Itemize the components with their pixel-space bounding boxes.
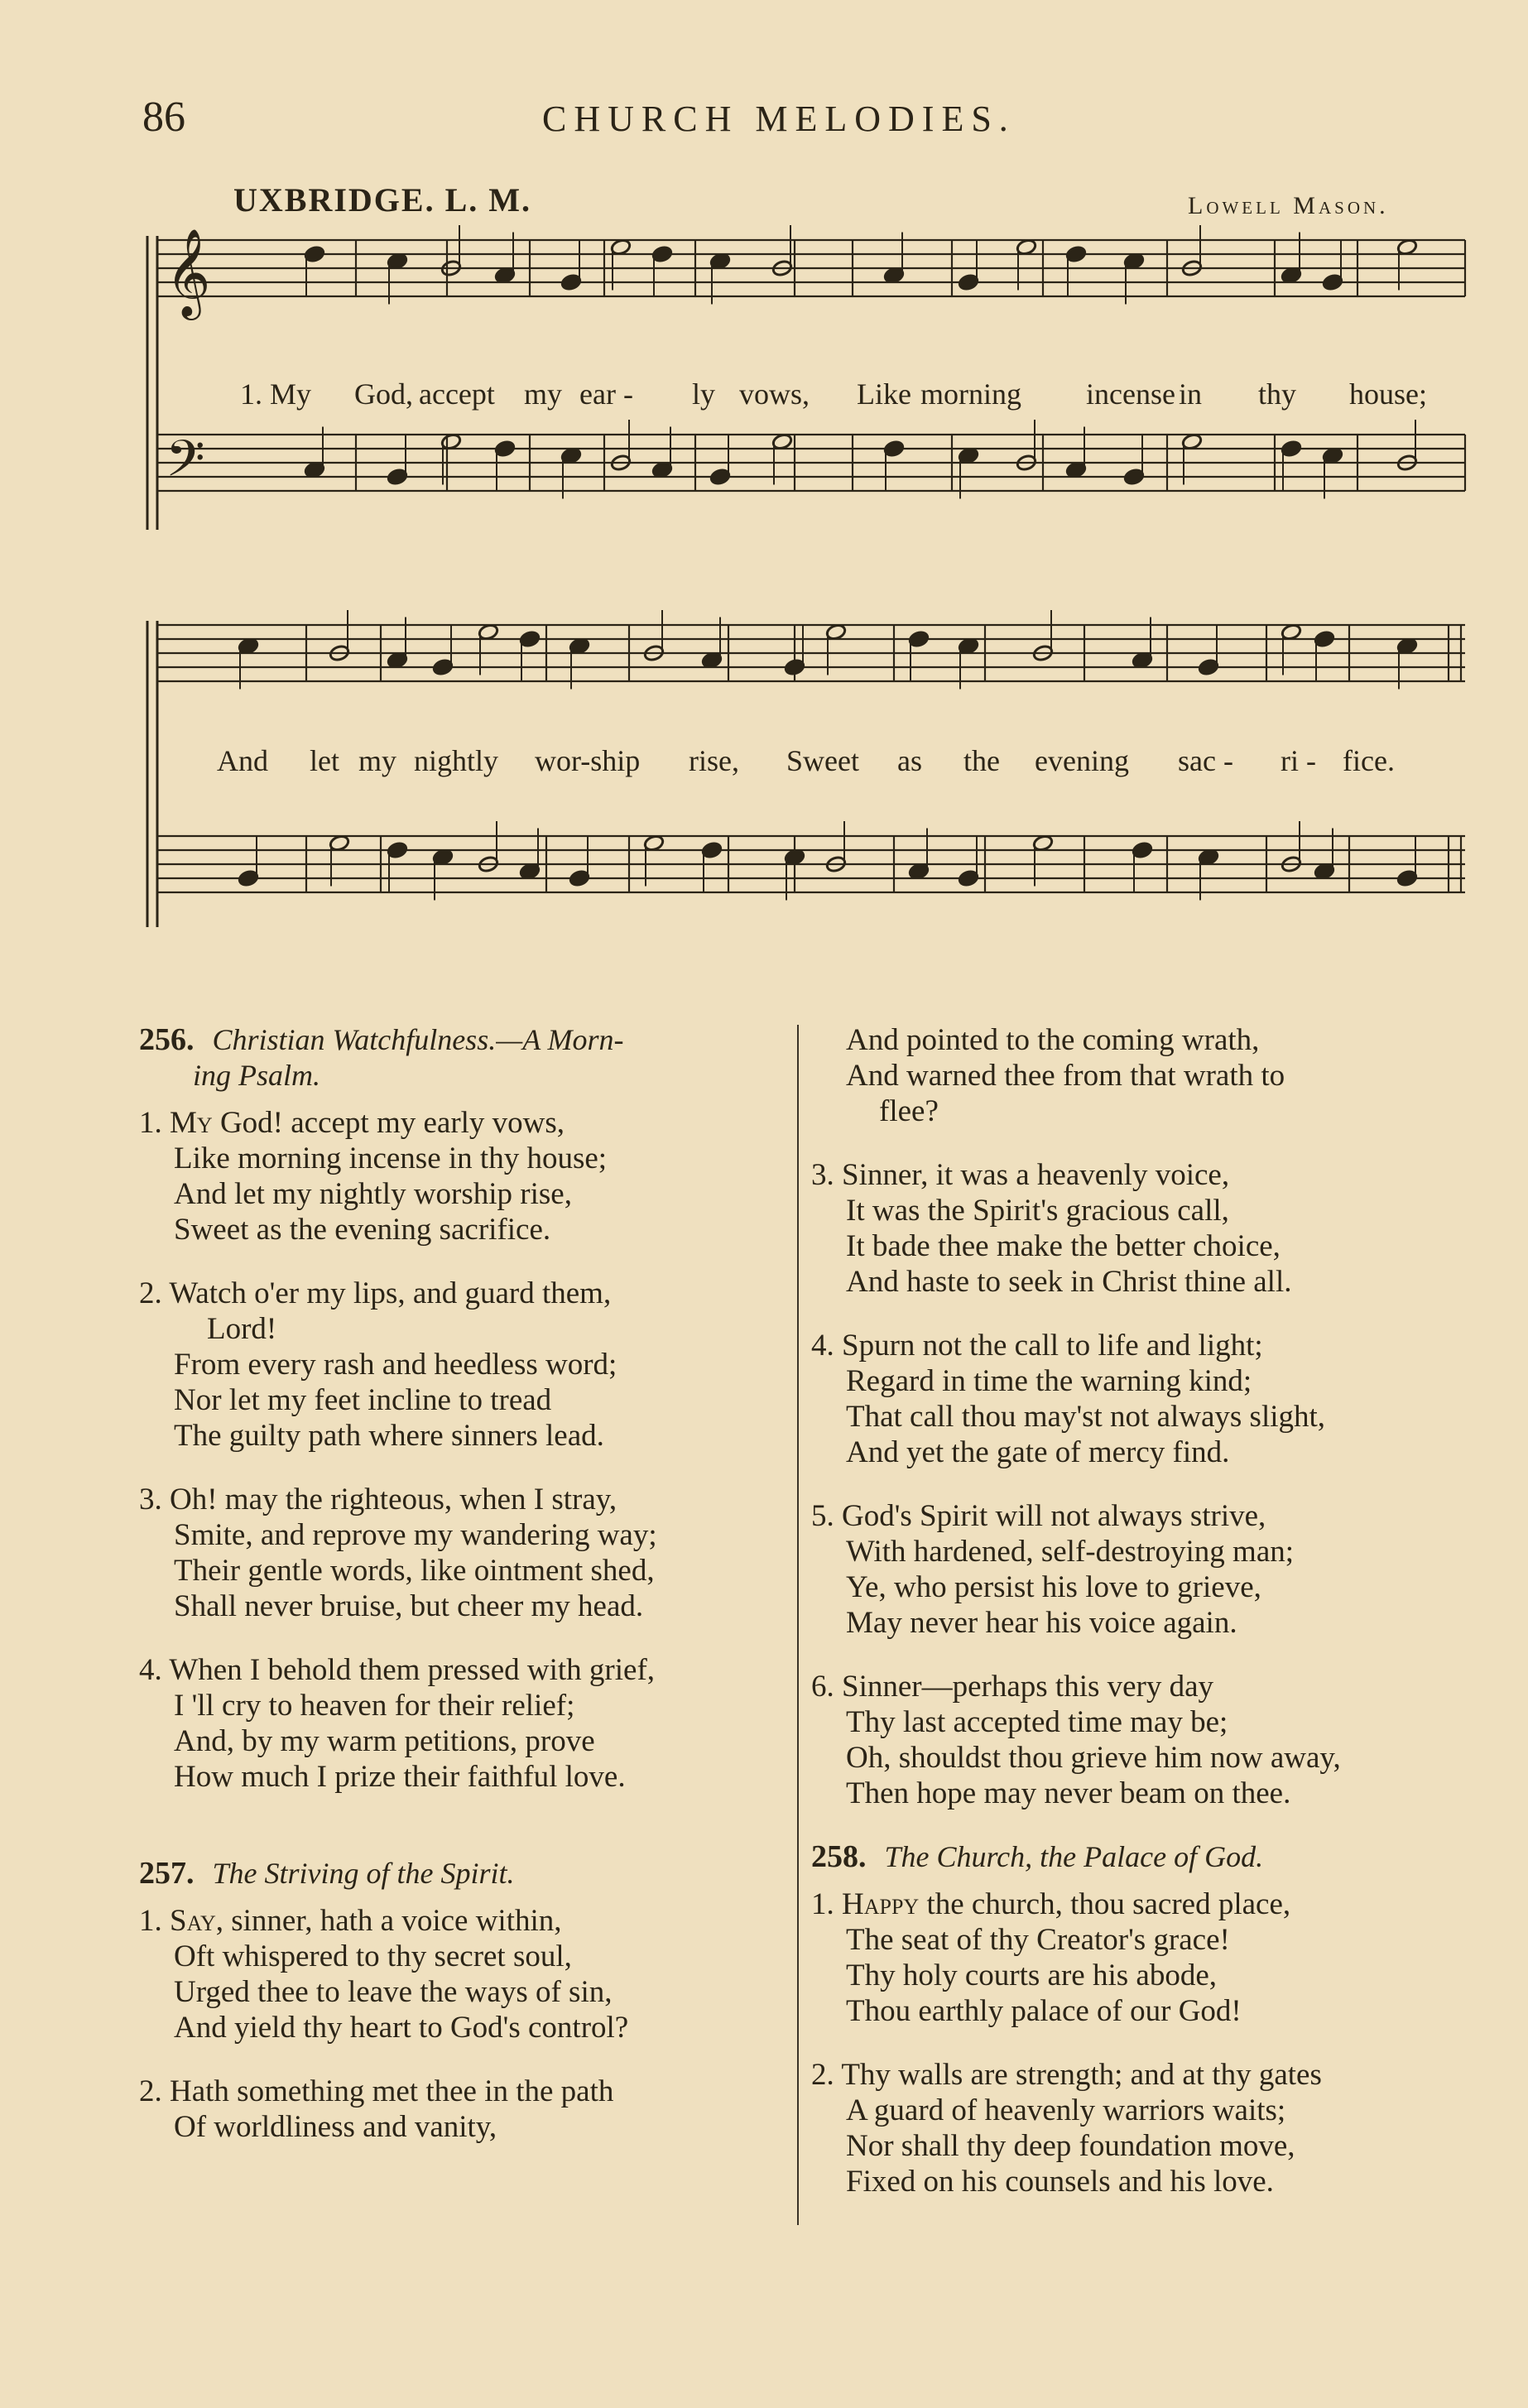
verse-line: Thy holy courts are his abode,	[846, 1959, 1217, 1992]
verse-line: Nor let my feet incline to tread	[174, 1383, 552, 1417]
lyric-syllable: And	[217, 744, 268, 777]
lyric-syllable: the	[963, 744, 1000, 777]
verse-line: 5. God's Spirit will not always strive,	[811, 1499, 1266, 1533]
hymn-title: ing Psalm.	[193, 1059, 321, 1092]
lyric-syllable: vows,	[739, 377, 810, 411]
text-column-right	[811, 1022, 1490, 2228]
composer-name: Lowell Mason.	[1188, 192, 1389, 219]
stanza	[139, 1276, 793, 1454]
verse-first-word: Happy	[842, 1887, 920, 1921]
lyric-syllable: wor-ship	[535, 744, 641, 777]
stanza	[139, 1652, 793, 1795]
verse-line: Shall never bruise, but cheer my head.	[174, 1589, 644, 1623]
column-divider	[797, 1025, 799, 2225]
lyric-syllable: house;	[1349, 377, 1427, 411]
verse-line: And warned thee from that wrath to	[846, 1059, 1285, 1093]
verse-line: From every rash and heedless word;	[174, 1348, 617, 1382]
stanza	[139, 1482, 793, 1624]
verse-line: Nor shall thy deep foundation move,	[846, 2129, 1295, 2163]
verse-number: 1.	[139, 1904, 170, 1938]
page-number: 86	[142, 94, 185, 141]
music-score	[0, 0, 1528, 993]
lyric-syllable: sac -	[1178, 744, 1233, 777]
bass-clef: 𝄢	[166, 430, 205, 501]
verse-line	[139, 1105, 793, 1141]
verse-line: How much I prize their faithful love.	[174, 1760, 626, 1794]
verse-line: 4. Spurn not the call to life and light;	[811, 1329, 1263, 1363]
verse-line: May never hear his voice again.	[846, 1606, 1237, 1640]
verse-line: Their gentle words, like ointment shed,	[174, 1554, 655, 1588]
lyric-syllable: ear -	[579, 377, 633, 411]
verse-first-word: Say,	[170, 1904, 223, 1938]
tune-name: UXBRIDGE. L. M.	[233, 181, 532, 219]
stanza	[139, 1105, 793, 1247]
lyric-syllable: ri -	[1281, 744, 1316, 777]
hymn-heading	[139, 1022, 793, 1093]
verse-line: And let my nightly worship rise,	[174, 1177, 572, 1211]
verse-text: the church, thou sacred place,	[919, 1887, 1291, 1921]
lyric-syllable: thy	[1258, 377, 1297, 411]
lyric-syllable: my	[358, 744, 397, 777]
verse-line: Urged thee to leave the ways of sin,	[174, 1975, 613, 2009]
lyric-syllable: as	[897, 744, 922, 777]
lyric-syllable: in	[1179, 377, 1203, 411]
verse-number: 1.	[139, 1106, 170, 1140]
treble-clef: 𝄞	[166, 228, 211, 316]
lyric-syllable: incense	[1086, 377, 1175, 411]
verse-line: Thou earthly palace of our God!	[846, 1994, 1242, 2028]
verse-line: Like morning incense in thy house;	[174, 1142, 608, 1175]
verse-line: 2. Hath something met thee in the path	[139, 2074, 614, 2108]
running-head: CHURCH MELODIES.	[542, 99, 1016, 139]
stanza	[811, 1328, 1490, 1470]
verse-line: Then hope may never beam on thee.	[846, 1776, 1291, 1810]
stanza	[811, 1157, 1490, 1300]
verse-line: And pointed to the coming wrath,	[846, 1023, 1260, 1057]
verse-line: And haste to seek in Christ thine all.	[846, 1265, 1292, 1299]
verse-line: 3. Sinner, it was a heavenly voice,	[811, 1158, 1230, 1192]
verse-line: Of worldliness and vanity,	[174, 2110, 497, 2144]
lyric-syllable: fice.	[1343, 744, 1395, 777]
lyric-syllable: rise,	[689, 744, 739, 777]
text-column-left	[139, 1022, 793, 2145]
stanza	[811, 2057, 1490, 2199]
verse-line: I 'll cry to heaven for their relief;	[174, 1689, 575, 1723]
verse-text: God! accept my early vows,	[212, 1106, 565, 1140]
lyric-syllable: let	[310, 744, 339, 777]
verse-line: Oft whispered to thy secret soul,	[174, 1939, 572, 1973]
verse-line: And, by my warm petitions, prove	[174, 1724, 595, 1758]
hymn-title: The Church, the Palace of God.	[884, 1840, 1264, 1873]
verse-line: The seat of thy Creator's grace!	[846, 1923, 1230, 1957]
verse-line: Thy last accepted time may be;	[846, 1705, 1228, 1739]
stanza	[139, 1903, 793, 2045]
lyric-syllable: accept	[419, 377, 495, 411]
lyric-syllable: 1. My	[240, 377, 312, 411]
hymn-title: Christian Watchfulness.—A Morn-	[212, 1023, 624, 1056]
verse-line: 4. When I behold them pressed with grief,	[139, 1653, 656, 1687]
verse-line: Fixed on his counsels and his love.	[846, 2165, 1274, 2199]
verse-line: And yet the gate of mercy find.	[846, 1435, 1230, 1469]
verse-line: And yield thy heart to God's control?	[174, 2011, 629, 2045]
spacer	[139, 1823, 793, 1856]
hymn-heading	[139, 1856, 793, 1891]
lyric-syllable: Sweet	[786, 744, 859, 777]
verse-line: It was the Spirit's gracious call,	[846, 1194, 1229, 1228]
verse-text: sinner, hath a voice within,	[223, 1904, 562, 1938]
verse-line: Sweet as the evening sacrifice.	[174, 1213, 551, 1247]
verse-line: Regard in time the warning kind;	[846, 1364, 1252, 1398]
verse-line: Oh, shouldst thou grieve him now away,	[846, 1741, 1341, 1775]
stanza	[811, 1498, 1490, 1641]
hymn-number: 256.	[139, 1022, 195, 1057]
lyric-syllable: morning	[920, 377, 1021, 411]
verse-first-word: My	[170, 1106, 213, 1140]
verse-line: That call thou may'st not always slight,	[846, 1400, 1326, 1434]
stanza	[139, 2074, 793, 2145]
stanza	[811, 1022, 1490, 1129]
verse-line: 2. Thy walls are strength; and at thy gates	[811, 2058, 1322, 2092]
verse-line: With hardened, self-destroying man;	[846, 1535, 1295, 1569]
verse-line	[139, 1903, 793, 1939]
stanza	[811, 1669, 1490, 1811]
lyric-syllable: my	[524, 377, 563, 411]
verse-line: Lord!	[207, 1312, 277, 1346]
lyric-syllable: God,	[354, 377, 413, 411]
verse-line	[811, 1887, 1490, 1922]
lyric-syllable: evening	[1035, 744, 1129, 777]
verse-line: It bade thee make the better choice,	[846, 1229, 1281, 1263]
stanza	[811, 1887, 1490, 2029]
verse-line: flee?	[879, 1094, 939, 1128]
verse-line: 2. Watch o'er my lips, and guard them,	[139, 1276, 612, 1310]
hymn-heading	[811, 1839, 1490, 1875]
verse-line: 3. Oh! may the righteous, when I stray,	[139, 1483, 617, 1516]
verse-line: A guard of heavenly warriors waits;	[846, 2093, 1286, 2127]
verse-line: Ye, who persist his love to grieve,	[846, 1570, 1261, 1604]
verse-line: Smite, and reprove my wandering way;	[174, 1518, 657, 1552]
verse-line: The guilty path where sinners lead.	[174, 1419, 604, 1453]
hymn-title: The Striving of the Spirit.	[212, 1857, 515, 1890]
lyric-syllable: nightly	[414, 744, 499, 777]
verse-number: 1.	[811, 1887, 842, 1921]
lyric-syllable: Like	[857, 377, 911, 411]
hymn-number: 258.	[811, 1839, 867, 1874]
lyric-syllable: ly	[692, 377, 716, 411]
hymn-number: 257.	[139, 1856, 195, 1891]
verse-line: 6. Sinner—perhaps this very day	[811, 1670, 1214, 1704]
